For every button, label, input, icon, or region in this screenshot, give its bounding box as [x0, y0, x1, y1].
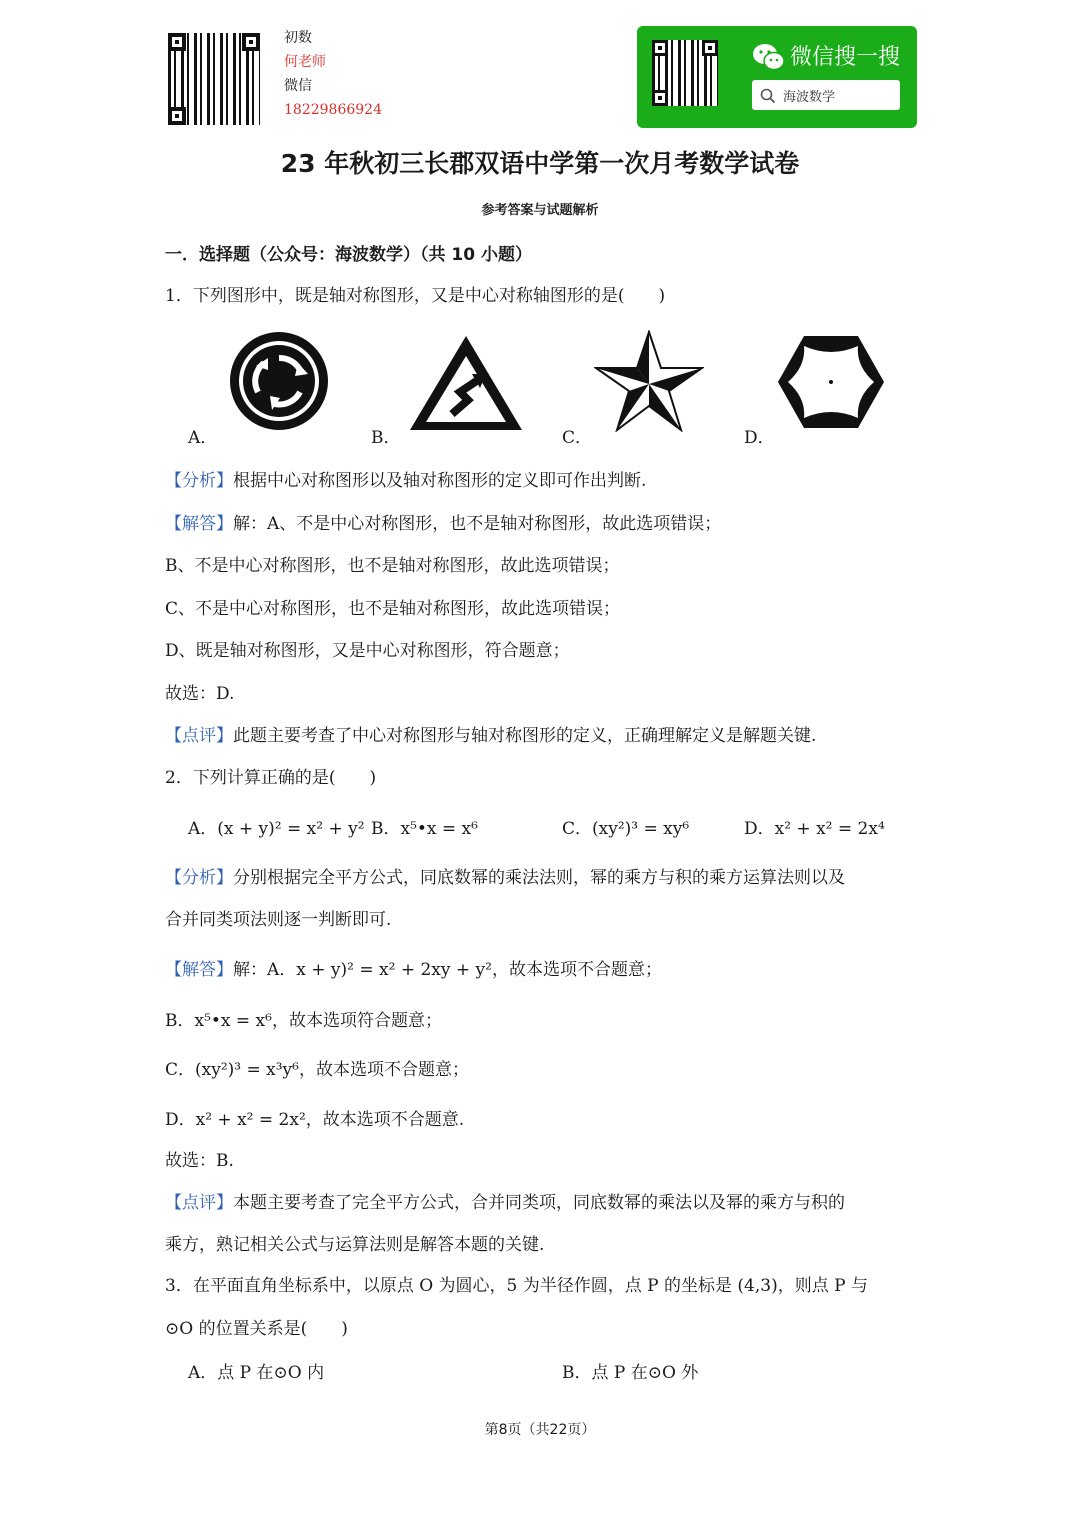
wechat-banner-title: 微信搜一搜 [790, 45, 901, 70]
analysis-tag: 【分析】 [165, 471, 233, 491]
q3-option-a: A．点 P 在⊙O 内 [188, 1363, 325, 1383]
roundabout-sign-icon [228, 330, 330, 432]
q1-analysis-text: 根据中心对称图形以及轴对称图形的定义即可作出判断. [233, 471, 647, 491]
public-account-qr-code [652, 40, 718, 106]
page-subtitle: 参考答案与试题解析 [481, 203, 599, 218]
analysis-tag: 【分析】 [165, 868, 233, 888]
comment-tag: 【点评】 [165, 1193, 233, 1213]
q1-answer: 故选：D. [165, 684, 235, 704]
teacher-name: 何老师 [284, 54, 326, 70]
q1-analysis [165, 466, 646, 491]
wechat-label: 微信 [284, 78, 312, 94]
q2-analysis-line-2: 合并同类项法则逐一判断即可. [165, 910, 392, 930]
q1-option-c-label: C． [562, 428, 593, 448]
q2-solution-line-3: C．(xy²)³ = x³y⁶，故本选项不合题意； [165, 1060, 469, 1080]
q3-stem-line-1: 3．在平面直角坐标系中，以原点 O 为圆心，5 为半径作圆，点 P 的坐标是 (4,3)，则点 P 与 [165, 1276, 868, 1296]
q1-option-d-label: D． [744, 428, 775, 448]
comment-tag: 【点评】 [165, 726, 233, 746]
phone-number: 18229866924 [284, 102, 382, 118]
q2-option-b: B．x⁵•x = x⁶ [371, 819, 478, 839]
q2-solution-line-1: 【解答】解：A．x + y)² = x² + 2xy + y²，故本选项不合题意； [165, 960, 662, 980]
q2-solution-line-4: D．x² + x² = 2x²，故本选项不合题意. [165, 1110, 465, 1130]
q1-option-a-label: A． [188, 428, 218, 448]
q2-stem: 2．下列计算正确的是( ) [165, 768, 377, 788]
teacher-qr-code [168, 33, 260, 125]
q3-option-b: B．点 P 在⊙O 外 [562, 1363, 699, 1383]
q2-option-c: C．(xy²)³ = xy⁶ [562, 819, 690, 839]
q2-comment-line-1: 【点评】本题主要考查了完全平方公式，合并同类项，同底数幂的乘法以及幂的乘方与积的 [165, 1193, 845, 1213]
wechat-search-text: 海波数学 [783, 90, 836, 105]
q1-solution-line-2: B、不是中心对称图形，也不是轴对称图形，故此选项错误； [165, 556, 620, 576]
hexagon-icon [776, 334, 886, 430]
q2-option-a: A．(x + y)² = x² + y² [188, 819, 365, 839]
q1-solution-line-1: 【解答】解：A、不是中心对称图形，也不是轴对称图形，故此选项错误； [165, 514, 722, 534]
warning-triangle-sign-icon [408, 334, 524, 432]
q2-answer: 故选：B. [165, 1151, 234, 1171]
page-number: 第8页（共22页） [484, 1422, 596, 1438]
q1-solution-line-3: C、不是中心对称图形，也不是轴对称图形，故此选项错误； [165, 599, 621, 619]
q1-solution-line-4: D、既是轴对称图形，又是中心对称图形，符合题意； [165, 641, 570, 661]
star-icon [594, 330, 704, 432]
q2-comment-line-2: 乘方，熟记相关公式与运算法则是解答本题的关键. [165, 1235, 545, 1255]
search-icon [760, 88, 776, 104]
q1-stem: 1．下列图形中，既是轴对称图形，又是中心对称轴图形的是( ) [165, 286, 666, 306]
solution-tag: 【解答】 [165, 514, 233, 534]
q3-stem-line-2: ⊙O 的位置关系是( ) [165, 1319, 348, 1339]
wechat-logo-icon [752, 42, 786, 72]
q2-option-d: D．x² + x² = 2x⁴ [744, 819, 885, 839]
contact-label: 初数 [284, 30, 312, 46]
q2-analysis-line-1: 【分析】分别根据完全平方公式，同底数幂的乘法法则，幂的乘方与积的乘方运算法则以及 [165, 868, 845, 888]
q1-option-b-label: B． [371, 428, 401, 448]
section-heading: 一．选择题（公众号：海波数学）（共 10 小题） [165, 245, 532, 265]
q2-solution-line-2: B．x⁵•x = x⁶，故本选项符合题意； [165, 1011, 442, 1031]
solution-tag: 【解答】 [165, 960, 233, 980]
q1-comment: 【点评】此题主要考查了中心对称图形与轴对称图形的定义，正确理解定义是解题关键. [165, 726, 817, 746]
page-title: 23 年秋初三长郡双语中学第一次月考数学试卷 [280, 149, 800, 178]
